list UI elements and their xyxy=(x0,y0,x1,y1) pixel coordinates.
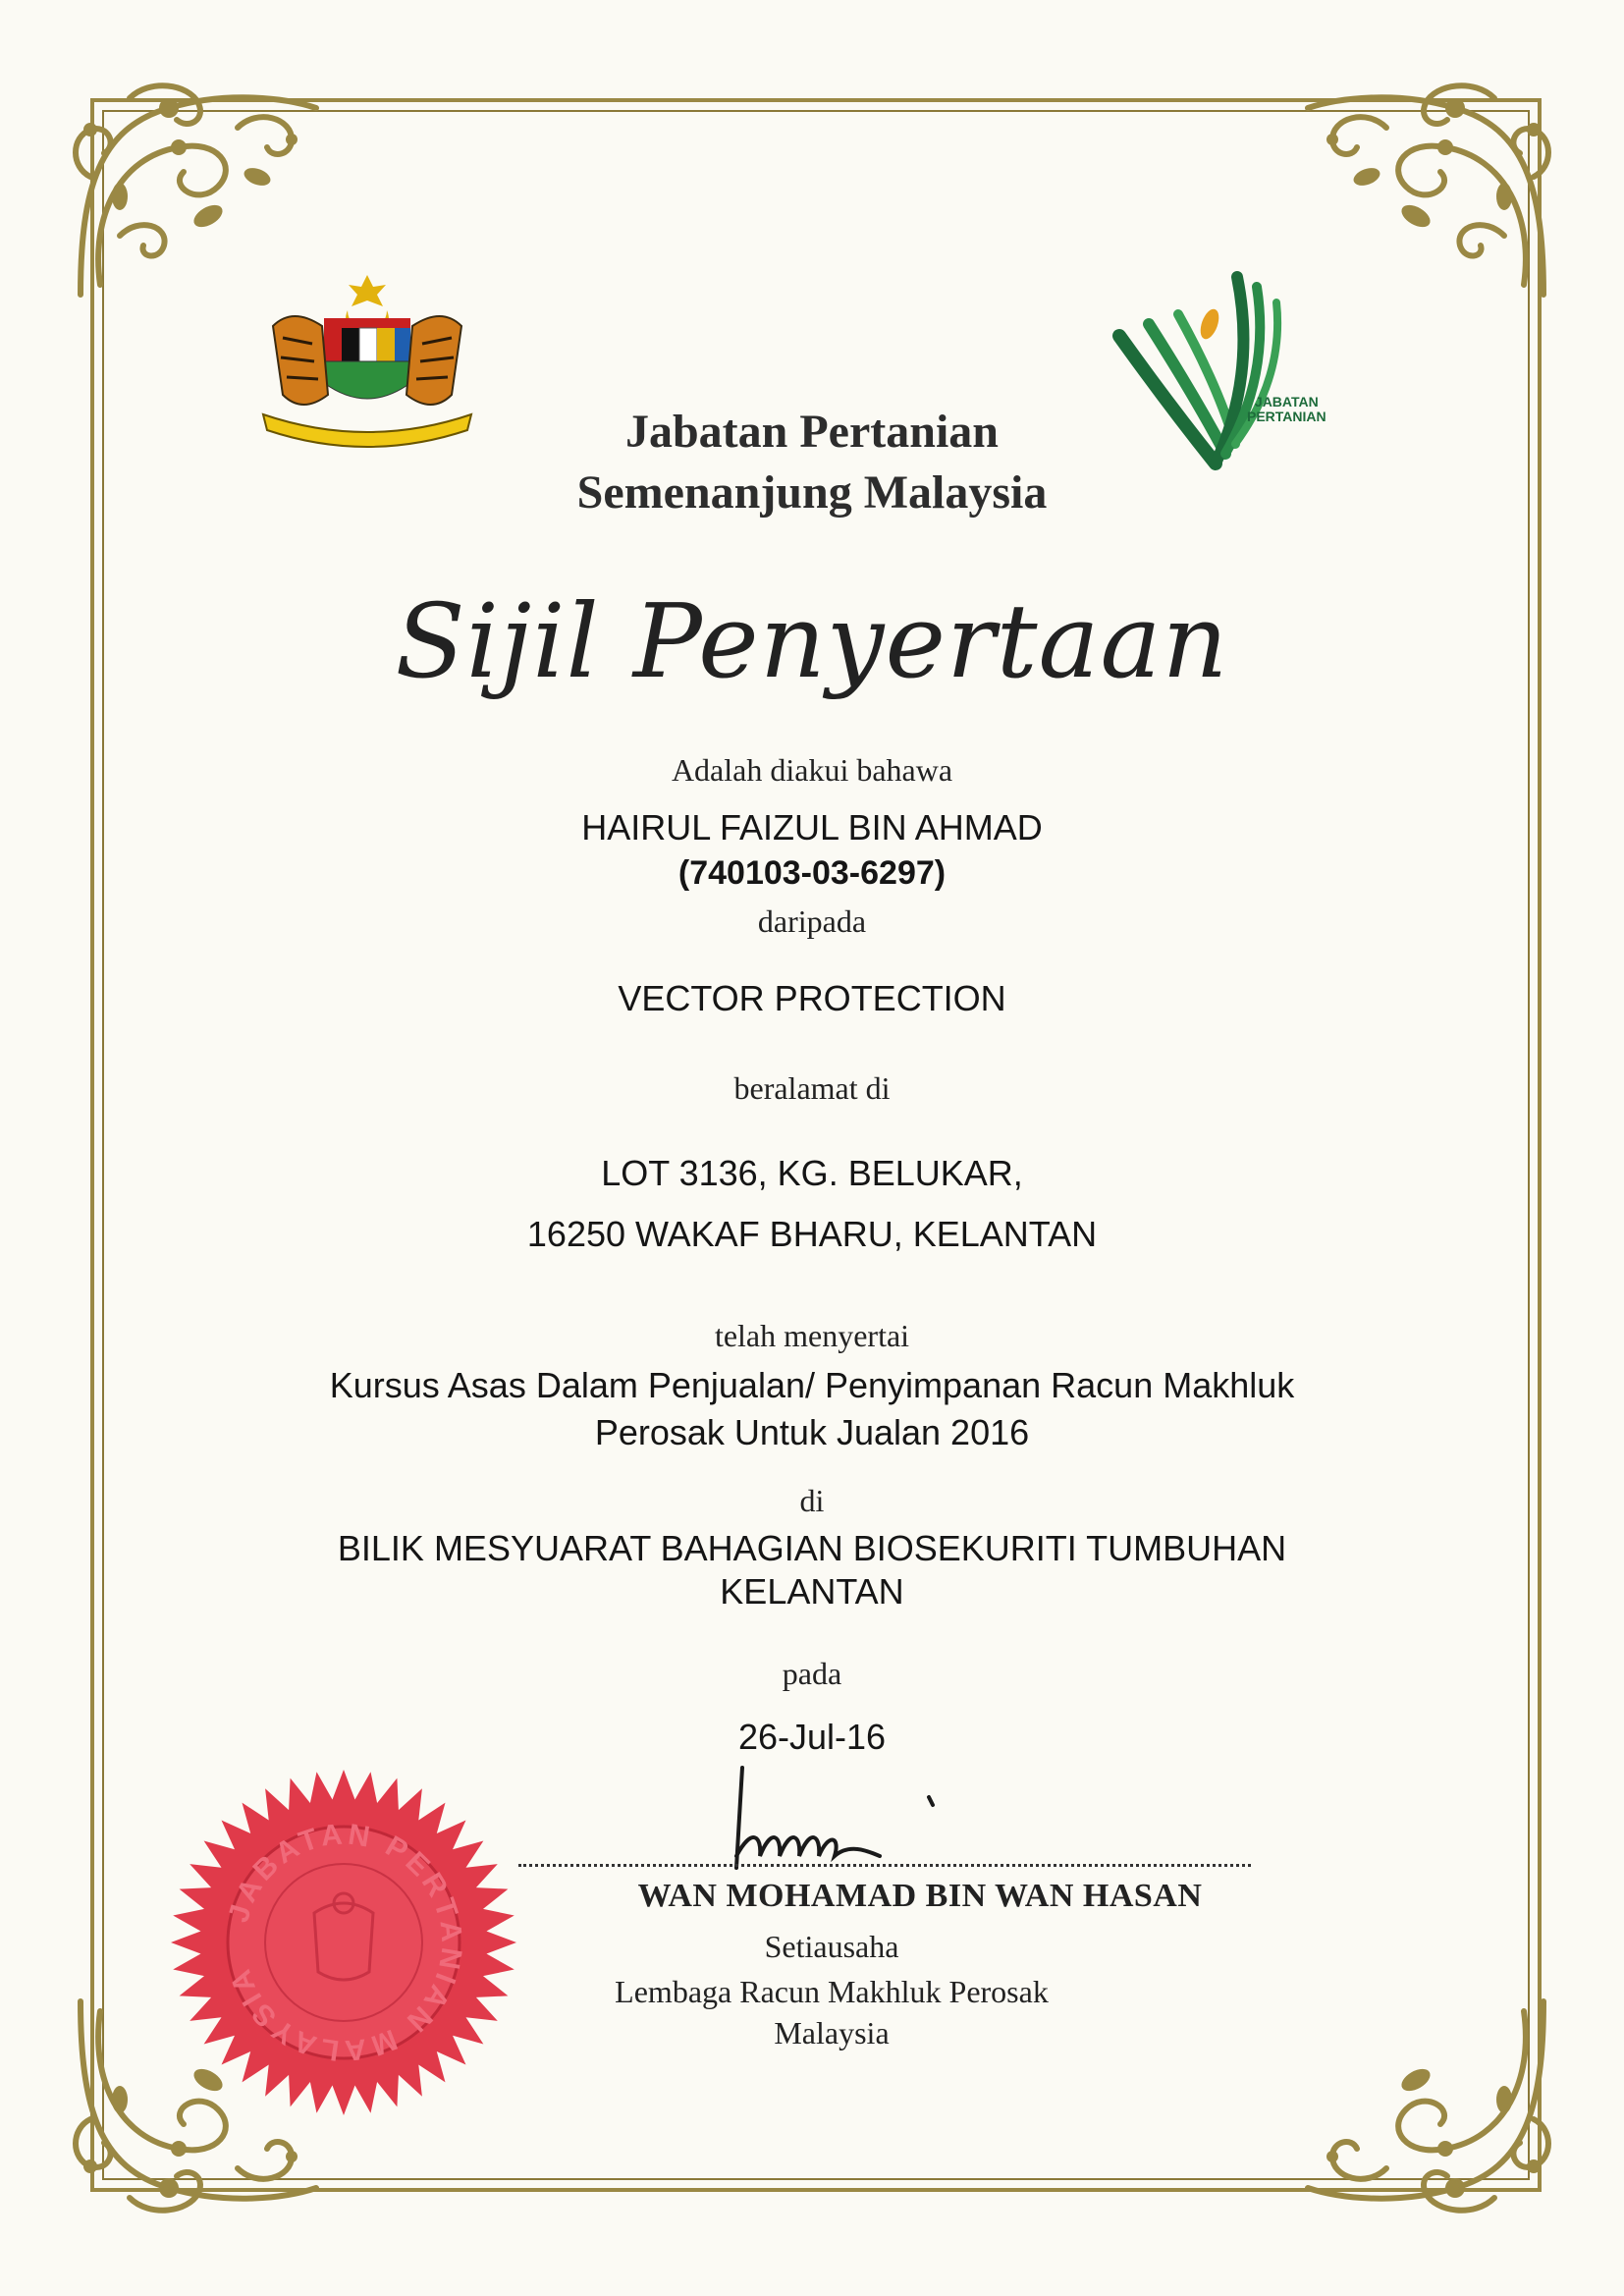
signatory-org-line2: Malaysia xyxy=(774,2015,890,2050)
address-label: beralamat di xyxy=(733,1070,891,1106)
signature-mark xyxy=(713,1758,988,1876)
signatory-org-line1: Lembaga Racun Makhluk Perosak xyxy=(615,1974,1049,2009)
from-label: daripada xyxy=(757,903,867,939)
certificate-title: Sijil Penyertaan xyxy=(395,581,1229,701)
address-line1: LOT 3136, KG. BELUKAR, xyxy=(601,1153,1023,1193)
org-name-line1: Jabatan Pertanian xyxy=(624,406,999,458)
venue-line2: KELANTAN xyxy=(720,1571,904,1612)
recognized-label: Adalah diakui bahawa xyxy=(671,752,953,788)
course-title-line2: Perosak Untuk Jualan 2016 xyxy=(594,1412,1030,1452)
signatory-name: WAN MOHAMAD BIN WAN HASAN xyxy=(637,1878,1203,1914)
participant-name: HAIRUL FAIZUL BIN AHMAD xyxy=(581,807,1043,847)
venue-line1: BILIK MESYUARAT BAHAGIAN BIOSEKURITI TUMBUHAN xyxy=(337,1528,1287,1568)
org-name-line2: Semenanjung Malaysia xyxy=(576,466,1048,519)
address-line2: 16250 WAKAF BHARU, KELANTAN xyxy=(526,1214,1098,1254)
participant-id: (740103-03-6297) xyxy=(677,854,947,892)
certificate-date: 26-Jul-16 xyxy=(737,1717,887,1757)
company-name: VECTOR PROTECTION xyxy=(618,978,1006,1018)
signatory-title: Setiausaha xyxy=(764,1929,899,1964)
venue-label: di xyxy=(799,1483,825,1518)
date-label: pada xyxy=(782,1656,842,1691)
logo-label-line1: JABATAN xyxy=(1254,394,1319,410)
official-seal xyxy=(167,1766,520,2119)
logo-label-line2: PERTANIAN xyxy=(1247,409,1326,424)
seal-text: JABATAN PERTANIAN MALAYSIA xyxy=(222,1818,468,2067)
signature-line xyxy=(518,1864,1251,1867)
attended-label: telah menyertai xyxy=(714,1318,910,1353)
course-title-line1: Kursus Asas Dalam Penjualan/ Penyimpanan Racun Makhluk xyxy=(329,1365,1295,1405)
